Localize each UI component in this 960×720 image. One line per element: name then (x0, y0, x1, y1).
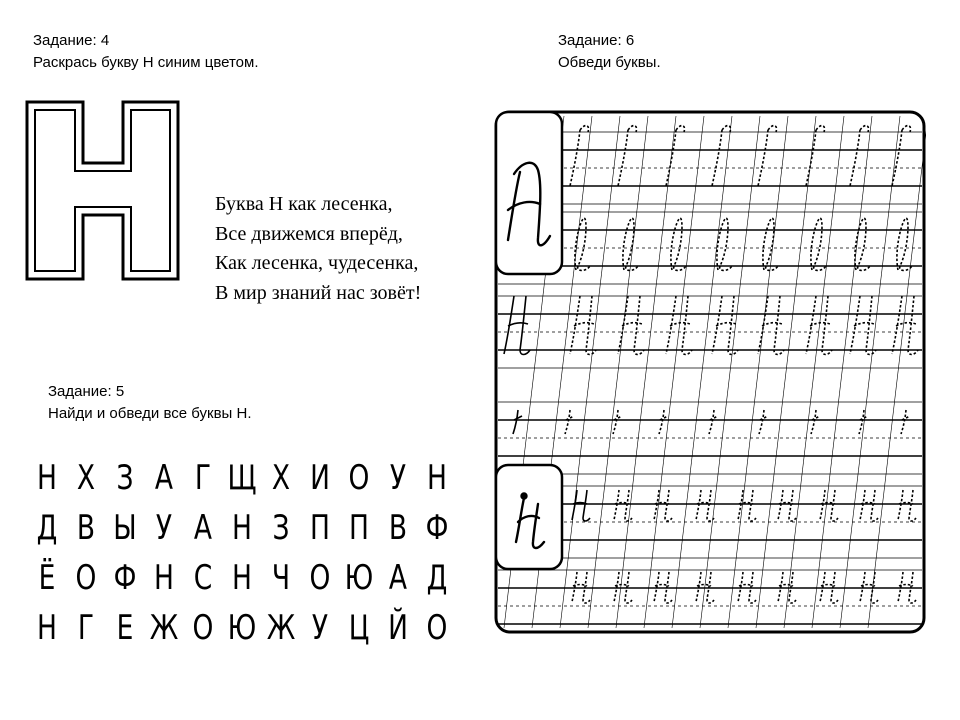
grid-letter[interactable]: Н (232, 508, 252, 548)
letter-search-grid (28, 453, 456, 653)
grid-row (28, 603, 456, 653)
task-4-header (33, 30, 259, 74)
grid-letter[interactable]: В (388, 508, 408, 548)
grid-row (28, 503, 456, 553)
grid-letter[interactable]: Ф (425, 508, 449, 548)
grid-letter[interactable]: Й (388, 608, 408, 648)
grid-letter[interactable]: Н (427, 458, 447, 498)
grid-row (28, 453, 456, 503)
sample-box-capital (496, 112, 562, 274)
grid-letter[interactable]: Е (116, 608, 134, 648)
grid-letter[interactable]: Д (36, 508, 58, 548)
grid-letter[interactable]: В (76, 508, 96, 548)
grid-letter[interactable]: О (75, 558, 97, 598)
grid-letter[interactable]: Ы (113, 508, 137, 548)
grid-letter[interactable]: Г (194, 458, 212, 498)
grid-letter[interactable]: Х (76, 458, 96, 498)
task-4-instruction: Раскрась букву Н синим цветом. (33, 54, 259, 71)
grid-letter[interactable]: Н (154, 558, 174, 598)
poem-line: Как лесенка, чудесенка, (215, 252, 419, 274)
grid-letter[interactable]: Н (37, 458, 57, 498)
grid-letter[interactable]: Ц (348, 608, 370, 648)
grid-letter[interactable]: С (193, 558, 213, 598)
grid-letter[interactable]: Г (77, 608, 95, 648)
big-letter-h-outline[interactable] (25, 100, 181, 282)
task-5-title: Задание: 5 (48, 383, 125, 400)
task-6-header (558, 30, 661, 74)
copybook-tracing-panel (494, 110, 926, 634)
grid-letter[interactable]: П (349, 508, 369, 548)
grid-letter[interactable]: Ч (271, 558, 291, 598)
task-5-header (48, 381, 252, 425)
grid-letter[interactable]: А (193, 508, 213, 548)
grid-letter[interactable]: Д (426, 558, 448, 598)
grid-letter[interactable]: Щ (227, 458, 257, 498)
grid-letter[interactable]: А (388, 558, 408, 598)
grid-letter[interactable]: У (311, 608, 329, 648)
poem-line: В мир знаний нас зовёт! (215, 281, 422, 304)
grid-row (28, 553, 456, 603)
grid-letter[interactable]: О (192, 608, 214, 648)
grid-letter[interactable]: Ж (266, 608, 296, 648)
grid-letter[interactable]: Ю (344, 558, 374, 598)
grid-letter[interactable]: Н (232, 558, 252, 598)
poem (215, 190, 421, 308)
task-4-title: Задание: 4 (33, 32, 110, 49)
task-5-instruction: Найди и обведи все буквы Н. (48, 405, 252, 422)
grid-letter[interactable]: Н (37, 608, 57, 648)
grid-letter[interactable]: У (389, 458, 407, 498)
grid-letter[interactable]: П (310, 508, 330, 548)
grid-letter[interactable]: Х (271, 458, 291, 498)
grid-letter[interactable]: А (154, 458, 174, 498)
grid-letter[interactable]: З (272, 508, 290, 548)
grid-letter[interactable]: О (348, 458, 370, 498)
grid-letter[interactable]: Ж (149, 608, 179, 648)
grid-letter[interactable]: О (309, 558, 331, 598)
task-6-instruction: Обведи буквы. (558, 54, 661, 71)
grid-letter[interactable]: У (155, 508, 173, 548)
grid-letter[interactable]: Ф (113, 558, 137, 598)
grid-letter[interactable]: О (426, 608, 448, 648)
grid-letter[interactable]: И (310, 458, 330, 498)
grid-letter[interactable]: З (116, 458, 134, 498)
poem-line: Все движемся вперёд, (215, 222, 403, 245)
task-6-title: Задание: 6 (558, 32, 635, 49)
poem-line: Буква Н как лесенка, (215, 193, 393, 215)
grid-letter[interactable]: Ю (227, 608, 257, 648)
grid-letter[interactable]: Ё (38, 558, 56, 598)
